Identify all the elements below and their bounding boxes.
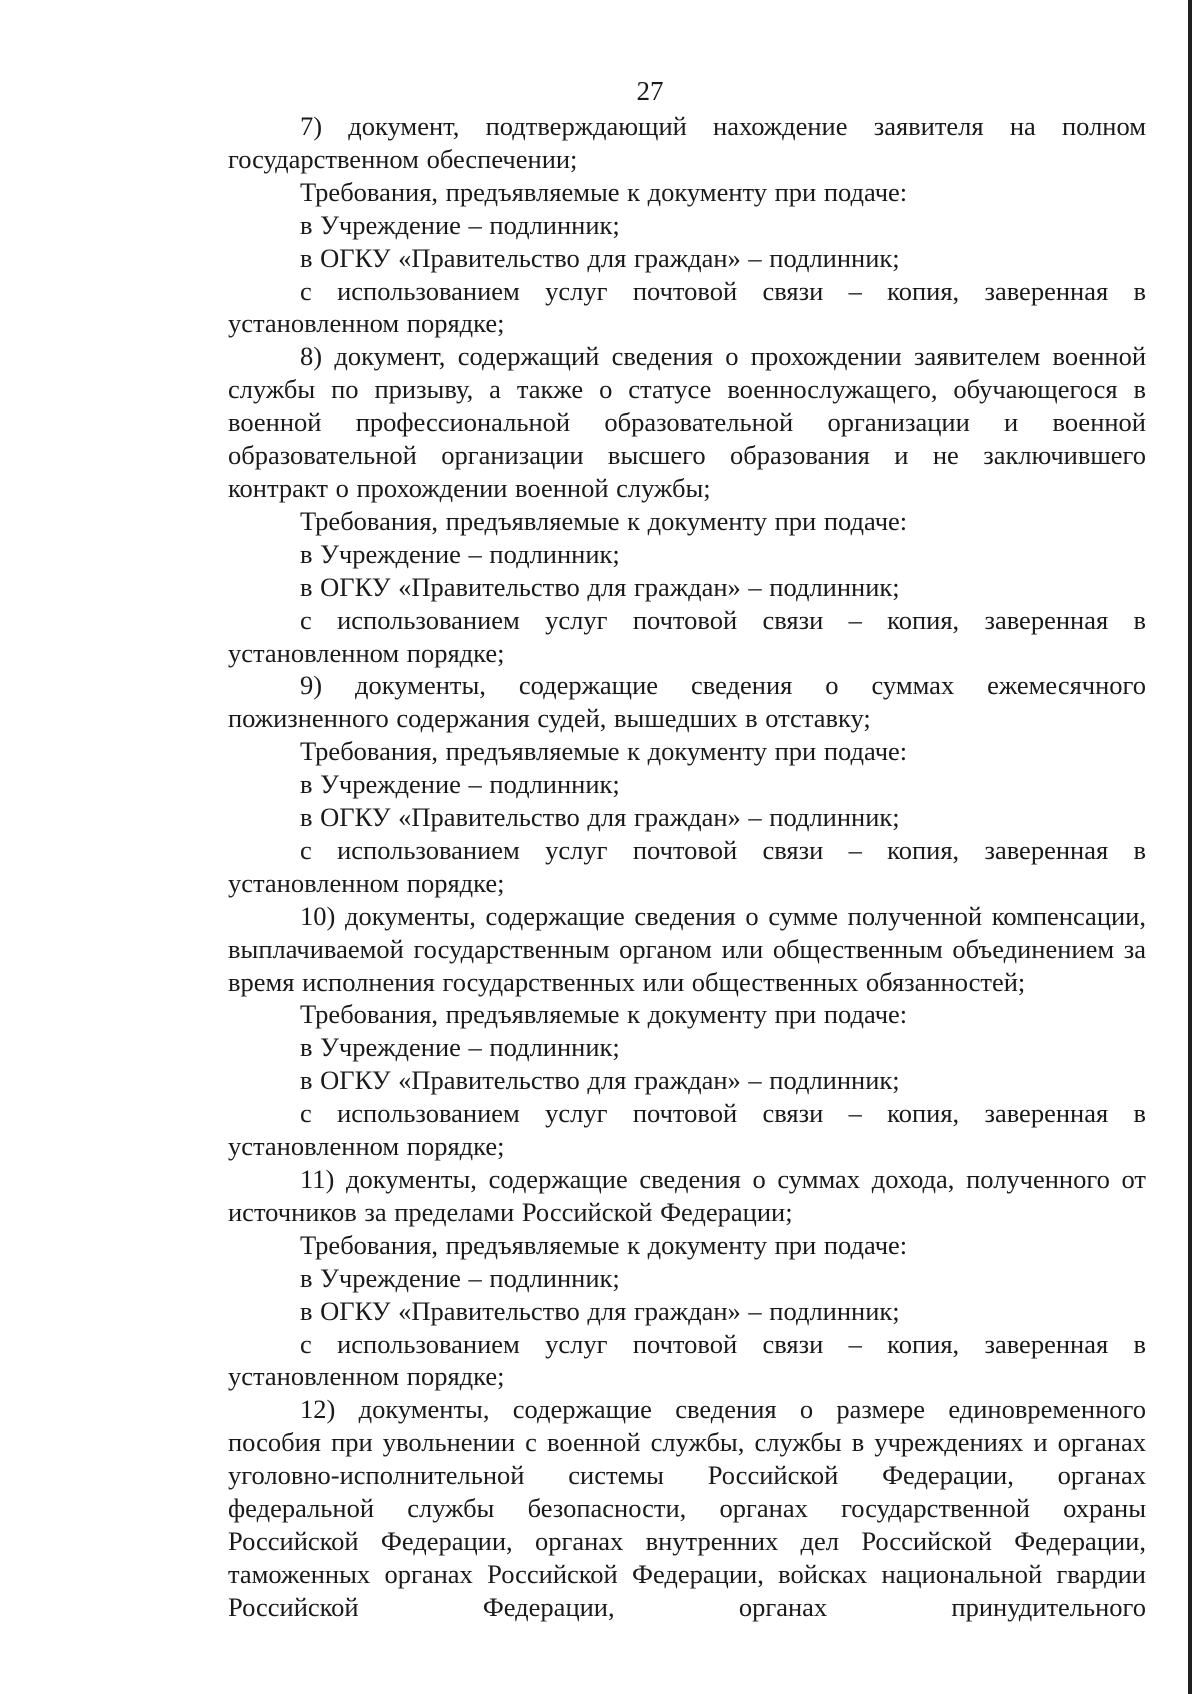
paragraph-item-9: 9) документы, содержащие сведения о суммах ежемесячного пожизненного содержания судей, вышедших в отставку; — [228, 670, 1146, 734]
requirement-postal: с использованием услуг почтовой связи – копия, заверенная в установленном порядке; — [228, 1098, 1146, 1162]
requirements-heading: Требования, предъявляемые к документу при подаче: — [300, 505, 908, 536]
requirements-heading: Требования, предъявляемые к документу при подаче: — [300, 736, 908, 767]
requirements-heading: Требования, предъявляемые к документу при подаче: — [300, 1229, 908, 1260]
paragraph-item-12: 12) документы, содержащие сведения о размере единовременного пособия при увольнении с военной службы, службы в учреждениях и органах уголовно-исполнительной системы Российской Федерации, органах федеральной службы безопасности, органах государственной охраны Российской Федерации, органах внутренних дел Российской Федерации, таможенных органах Российской Федерации, войсках национальной гвардии Российской Федерации, органах принудительного — [228, 1394, 1146, 1622]
requirement-ogku: в ОГКУ «Правительство для граждан» – подлинник; — [300, 1295, 900, 1326]
requirement-ogku: в ОГКУ «Правительство для граждан» – подлинник; — [300, 1065, 900, 1096]
requirement-postal: с использованием услуг почтовой связи – копия, заверенная в установленном порядке; — [228, 1328, 1146, 1392]
page-number: 27 — [636, 76, 664, 106]
requirement-ogku: в ОГКУ «Правительство для граждан» – подлинник; — [300, 242, 900, 273]
paragraph-item-7: 7) документ, подтверждающий нахождение заявителя на полном государственном обеспечении; — [228, 111, 1146, 174]
requirement-institution: в Учреждение – подлинник; — [300, 769, 620, 800]
paragraph-item-8: 8) документ, содержащий сведения о прохождении заявителем военной службы по призыву, а также о статусе военнослужащего, обучающегося в военной профессиональной образовательной организации и военной образовательной организации высшего образования и не заключившего контракт о прохождении военной службы; — [228, 341, 1146, 503]
requirement-institution: в Учреждение – подлинник; — [300, 1032, 620, 1063]
requirement-ogku: в ОГКУ «Правительство для граждан» – подлинник; — [300, 802, 900, 833]
requirement-institution: в Учреждение – подлинник; — [300, 538, 620, 569]
requirement-institution: в Учреждение – подлинник; — [300, 209, 620, 240]
paragraph-item-10: 10) документы, содержащие сведения о сумме полученной компенсации, выплачиваемой государственным органом или общественным объединением за время исполнения государственных или общественных обязанностей; — [228, 900, 1146, 997]
requirement-postal: с использованием услуг почтовой связи – копия, заверенная в установленном порядке; — [228, 834, 1146, 898]
requirement-postal: с использованием услуг почтовой связи – копия, заверенная в установленном порядке; — [228, 604, 1146, 668]
requirements-heading: Требования, предъявляемые к документу при подаче: — [300, 176, 908, 207]
paragraph-item-11: 11) документы, содержащие сведения о суммах дохода, полученного от источников за пределами Российской Федерации; — [228, 1164, 1146, 1227]
document-body — [228, 110, 1146, 1624]
requirement-postal: с использованием услуг почтовой связи – копия, заверенная в установленном порядке; — [228, 275, 1146, 339]
scan-edge-line — [1188, 0, 1192, 1694]
requirements-heading: Требования, предъявляемые к документу при подаче: — [300, 999, 908, 1030]
requirement-ogku: в ОГКУ «Правительство для граждан» – подлинник; — [300, 571, 900, 602]
requirement-institution: в Учреждение – подлинник; — [300, 1262, 620, 1293]
